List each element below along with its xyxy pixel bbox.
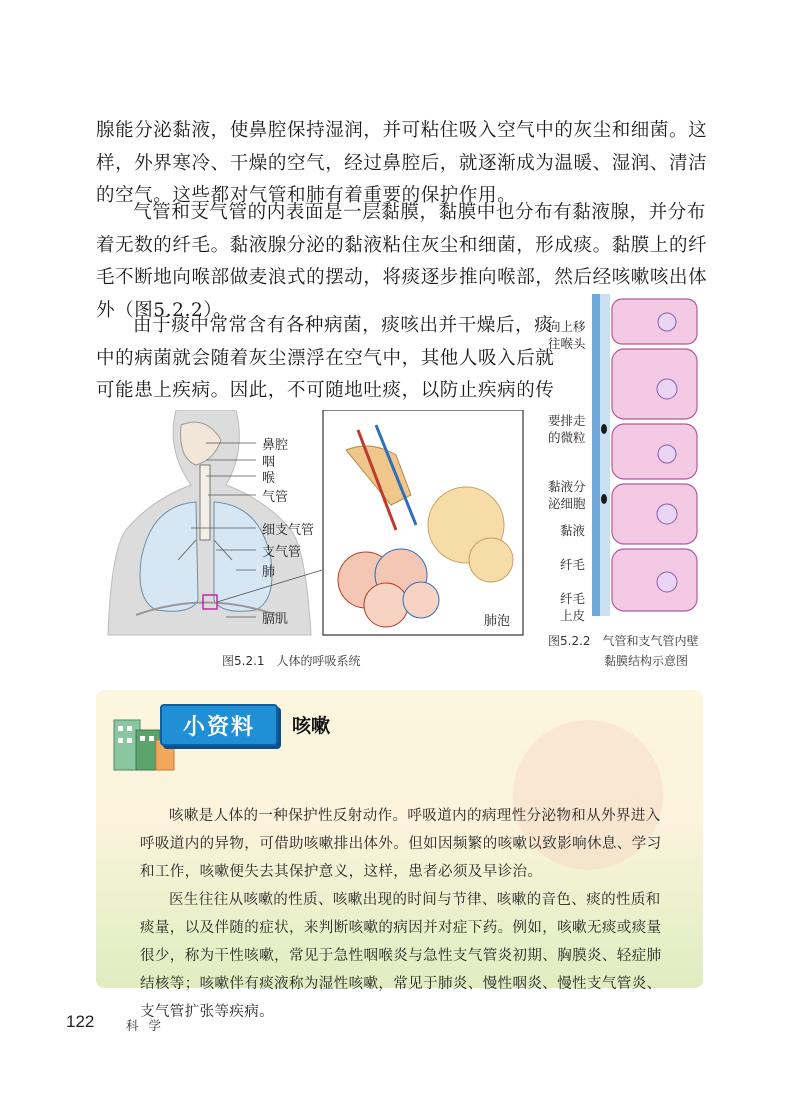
subject-label: 科 学	[126, 1018, 164, 1033]
label-diaphragm: 膈肌	[262, 612, 289, 627]
label-nasal-cavity: 鼻腔	[262, 438, 289, 453]
label-ciliated-epithelium: 纤毛上皮	[560, 591, 586, 623]
info-badge	[160, 704, 278, 746]
label-lung: 肺	[262, 565, 276, 580]
info-paragraph-2: 医生往往从咳嗽的性质、咳嗽出现的时间与节律、咳嗽的音色、痰的性质和痰量，以及伴随的症状，来判断咳嗽的病因并对症下药。例如，咳嗽无痰或痰量很少，称为干性咳嗽，常见于急性咽喉炎与急性支气管炎初期、胸膜炎、轻症肺结核等；咳嗽伴有痰液称为湿性咳嗽，常见于肺炎、慢性咽炎、慢性支气管炎、支气管扩张等疾病。	[140, 892, 662, 1020]
info-badge-label: 小资料	[182, 714, 255, 740]
label-larynx: 喉	[262, 471, 276, 486]
mucosa-structure-figure	[592, 294, 700, 616]
label-mucus-secreting-cell: 黏液分泌细胞	[548, 479, 586, 511]
label-bronchus: 支气管	[262, 545, 302, 560]
label-particles-to-expel: 要排走的微粒	[548, 413, 586, 445]
info-box	[96, 690, 703, 1020]
label-cilia: 纤毛	[560, 557, 586, 572]
figure-5-2-2-caption-line2: 黏膜结构示意图	[604, 654, 689, 668]
figure-5-2-1-caption: 图5.2.1 人体的呼吸系统	[222, 654, 361, 668]
label-pharynx: 咽	[262, 455, 276, 470]
body-paragraph-2: 气管和支气管的内表面是一层黏膜，黏膜中也分布有黏液腺，并分布着无数的纤毛。黏液腺分泌的黏液粘住灰尘和细菌，形成痰。黏膜上的纤毛不断地向喉部做麦浪式的摆动，将痰逐步推向喉部，然后经咳嗽咳出体外（图5.2.2）。	[96, 202, 708, 321]
body-paragraph-1: 腺能分泌黏液，使鼻腔保持湿润，并可粘住吸入空气中的灰尘和细菌。这样，外界寒冷、干燥的空气，经过鼻腔后，就逐渐成为温暖、湿润、清洁的空气。这些都对气管和肺有着重要的保护作用。	[96, 120, 708, 206]
info-title: 咳嗽	[292, 715, 331, 737]
label-alveoli: 肺泡	[484, 614, 511, 629]
label-mucus: 黏液	[560, 523, 586, 538]
label-trachea: 气管	[262, 490, 289, 505]
page-number: 122	[66, 1012, 95, 1031]
label-move-to-throat: 向上移往喉头	[548, 319, 586, 351]
figure-5-2-2-caption-line1: 图5.2.2 气管和支气管内壁	[548, 634, 699, 648]
label-bronchiole: 细支气管	[262, 523, 315, 538]
info-paragraph-1: 咳嗽是人体的一种保护性反射动作。呼吸道内的病理性分泌物和从外界进入呼吸道内的异物，可借助咳嗽排出体外。但如因频繁的咳嗽以致影响休息、学习和工作，咳嗽便失去其保护意义，这样，患者必须及早诊治。	[140, 808, 662, 880]
body-paragraph-3: 由于痰中常常含有各种病菌，痰咳出并干燥后，痰中的病菌就会随着灰尘漂浮在空气中，其他人吸入后就可能患上疾病。因此，不可随地吐痰，以防止疾病的传	[96, 315, 555, 401]
